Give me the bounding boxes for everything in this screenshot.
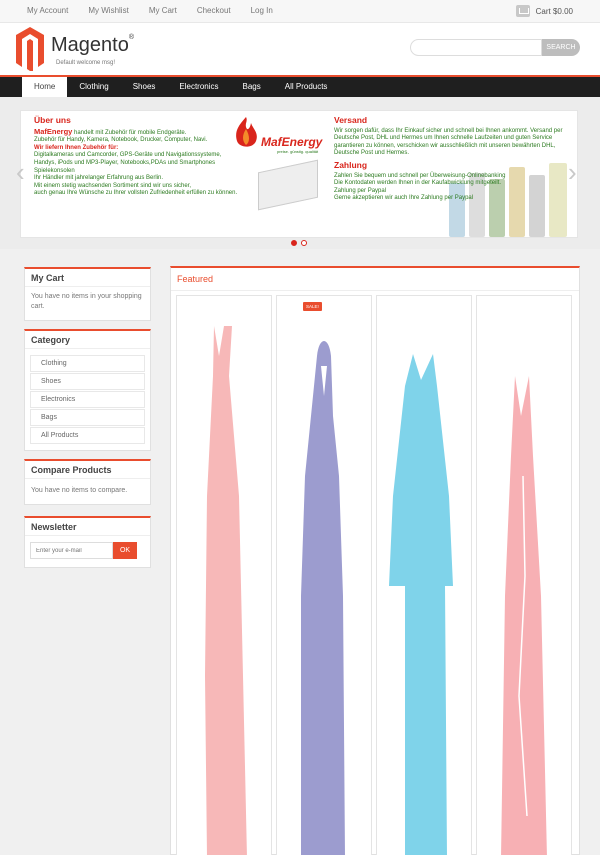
top-link-log-in[interactable]: Log In (250, 6, 273, 15)
category-item-electronics[interactable]: Electronics (30, 391, 145, 408)
product-tshirt-image (377, 296, 473, 855)
about-line: Mit einem stetig wachsenden Sortiment sind wir uns sicher, (34, 182, 192, 189)
slider-pagination (291, 240, 307, 246)
product-dress-image (477, 296, 573, 855)
zahlung-heading: Zahlung (334, 159, 368, 170)
product-dress-image (177, 296, 273, 855)
about-text (34, 117, 264, 198)
flame-icon (231, 115, 261, 151)
logo-name[interactable]: Magento® (51, 34, 135, 56)
featured-title: Featured (177, 274, 214, 284)
about-line: auch genau Ihre Wünsche zu Ihrer vollsten Zufriedenheit erfüllen zu können. (34, 190, 238, 197)
main-nav (0, 75, 600, 97)
top-links (27, 6, 273, 15)
top-bar (0, 0, 600, 22)
my-cart-empty-text: You have no items in your shopping cart. (31, 293, 142, 310)
slider-section (0, 97, 600, 249)
versand-text: Wir sorgen dafür, dass Ihr Einkauf sicher und schnell bei Ihnen ankommt. Versand per Deutsche Post, DHL und Hermes um Ihnen schnelle Laufzeiten und guten Service garantieren zu können, verschicken wir ausschließlich mit unseren bewährten DHL, Deutsche Post und Hermes. (334, 127, 563, 157)
cart-summary: Cart $0.00 (535, 6, 573, 16)
category-title: Category (25, 331, 150, 349)
newsletter-form (25, 536, 150, 565)
nav-clothing[interactable]: Clothing (79, 82, 109, 91)
product-card[interactable] (276, 295, 372, 855)
about-line: Spielekonsolen (34, 167, 75, 174)
about-line: Wir liefern Ihnen Zubehör für: (34, 144, 119, 151)
welcome-message: Default welcome msg! (56, 60, 116, 66)
slider-prev-arrow-icon[interactable]: ‹ (16, 157, 25, 187)
slider-next-arrow-icon[interactable]: › (568, 157, 577, 187)
shipping-payment-text (334, 117, 574, 203)
compare-products-title: Compare Products (25, 461, 150, 479)
nav-all-products[interactable]: All Products (284, 82, 328, 91)
compare-products-block (24, 459, 151, 505)
zahlung-line: Zahlung per Paypal (334, 187, 387, 194)
newsletter-ok-button[interactable]: OK (113, 542, 137, 559)
compare-empty-text: You have no items to compare. (31, 487, 128, 494)
about-heading: Über uns (34, 115, 71, 125)
category-item-shoes[interactable]: Shoes (30, 373, 145, 390)
featured-divider (171, 290, 579, 291)
top-link-my-cart[interactable]: My Cart (148, 6, 177, 15)
newsletter-block (24, 516, 151, 568)
top-link-checkout[interactable]: Checkout (196, 6, 231, 15)
category-item-bags[interactable]: Bags (30, 409, 145, 426)
search-input[interactable] (410, 39, 542, 56)
slider-dot-2[interactable] (301, 240, 307, 246)
nav-bags[interactable]: Bags (242, 82, 261, 91)
about-line: Zubehör für Handy, Kamera, Notebook, Drucker, Computer, Navi. (34, 137, 208, 144)
product-dress-image (277, 296, 373, 855)
product-card[interactable] (376, 295, 472, 855)
search-form (410, 39, 580, 56)
brand-line: handelt mit Zubehör für mobile Endgeräte. (72, 129, 187, 136)
newsletter-title: Newsletter (25, 518, 150, 536)
category-block (24, 329, 151, 451)
slider-dot-1[interactable] (291, 240, 297, 246)
zahlung-line: Gerne akzeptieren wir auch Ihre Zahlung per Paypal (334, 195, 474, 202)
zahlung-line: Die Kontodaten werden Ihnen in der Kaufabwicklung mitgeteilt. (334, 180, 502, 187)
header-cart[interactable] (516, 5, 573, 17)
magento-logo-icon[interactable] (16, 27, 44, 71)
featured-section (170, 266, 580, 855)
about-line: Digitalkameras und Camcorder, GPS-Geräte und Navigationssysteme, (34, 152, 222, 159)
zahlung-line: Zahlen Sie bequem und schnell per Überweisung-Onlinebanking (334, 172, 506, 179)
nav-electronics[interactable]: Electronics (179, 82, 219, 91)
product-card[interactable] (476, 295, 572, 855)
mafenergy-tagline: preise. günstig. qualität (277, 149, 319, 154)
top-link-my-wishlist[interactable]: My Wishlist (88, 6, 129, 15)
site-header (0, 22, 600, 75)
top-link-my-account[interactable]: My Account (27, 6, 69, 15)
cart-icon (516, 5, 530, 17)
category-item-all-products[interactable]: All Products (30, 427, 145, 444)
nav-home[interactable]: Home (22, 77, 67, 97)
search-button[interactable]: SEARCH (542, 39, 580, 56)
my-cart-title: My Cart (25, 269, 150, 287)
about-line: Ihr Händler mit jahrelanger Erfahrung aus Berlin. (34, 175, 164, 182)
sale-badge: SALE! (303, 302, 322, 311)
banner-slide (20, 110, 578, 238)
about-line: Handys, iPods und MP3-Player, Notebooks,PDAs und Smartphones (34, 159, 216, 166)
product-card[interactable] (176, 295, 272, 855)
nav-shoes[interactable]: Shoes (132, 82, 156, 91)
mafenergy-logo-text: MafEnergy (261, 135, 323, 149)
battery-image (258, 160, 318, 211)
brand-name: MafEnergy (34, 126, 73, 136)
my-cart-block (24, 267, 151, 321)
versand-heading: Versand (334, 115, 368, 125)
newsletter-email-input[interactable] (30, 542, 113, 559)
category-item-clothing[interactable]: Clothing (30, 355, 145, 372)
